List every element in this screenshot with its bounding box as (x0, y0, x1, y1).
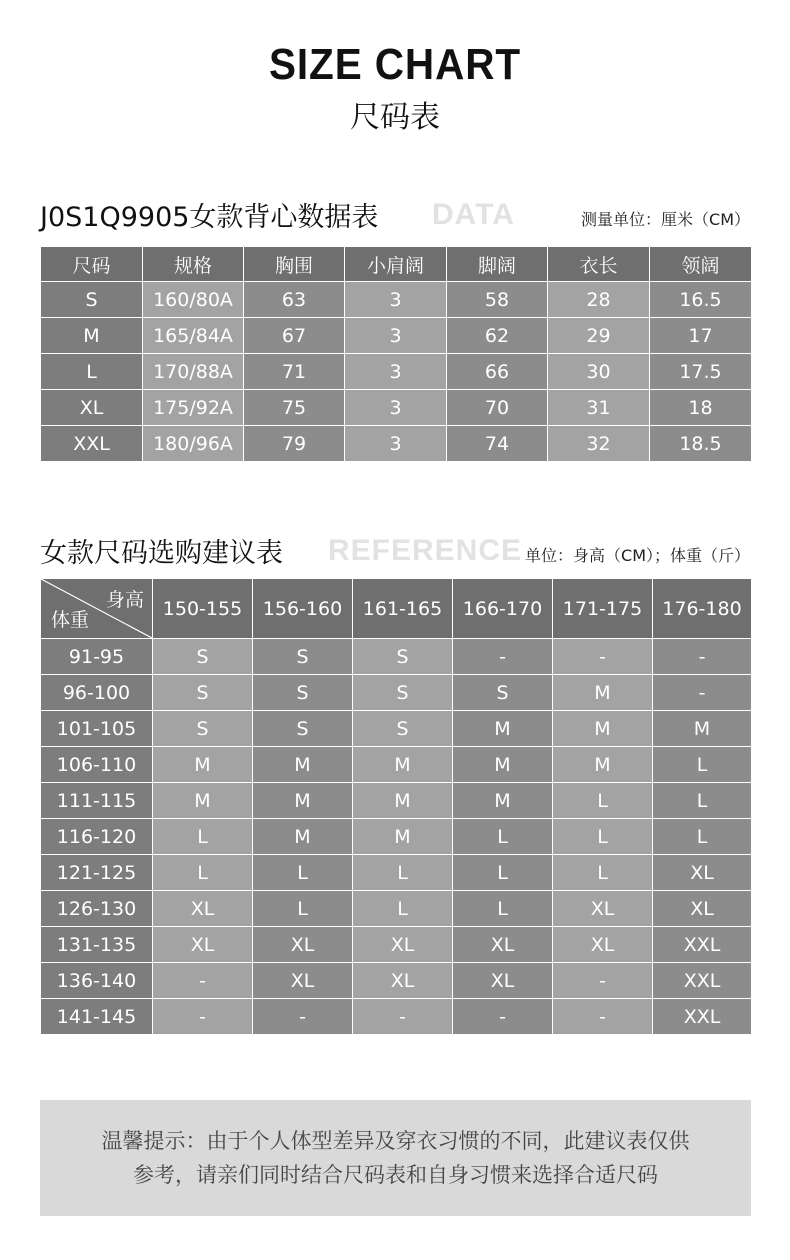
size-value-cell: 28 (548, 282, 650, 318)
recommended-size-cell: XL (253, 927, 353, 963)
recommended-size-cell: - (553, 963, 653, 999)
size-label-cell: XL (41, 390, 143, 426)
size-table-column-header: 小肩阔 (345, 247, 447, 282)
size-label-cell: M (41, 318, 143, 354)
tip-line-2: 参考，请亲们同时结合尺码表和自身习惯来选择合适尺码 (133, 1163, 658, 1187)
reference-table (40, 578, 752, 1035)
size-label-cell: L (41, 354, 143, 390)
size-value-cell: 16.5 (650, 282, 752, 318)
size-value-cell: 160/80A (143, 282, 244, 318)
size-section-watermark: DATA (432, 198, 515, 231)
table-row (41, 747, 752, 783)
recommended-size-cell: XL (653, 891, 752, 927)
table-row (41, 426, 752, 462)
table-row (41, 354, 752, 390)
size-value-cell: 170/88A (143, 354, 244, 390)
recommended-size-cell: S (253, 675, 353, 711)
weight-range-cell: 116-120 (41, 819, 153, 855)
recommended-size-cell: - (653, 675, 752, 711)
recommended-size-cell: S (353, 675, 453, 711)
recommended-size-cell: L (553, 855, 653, 891)
table-row (41, 855, 752, 891)
recommended-size-cell: - (553, 639, 653, 675)
size-value-cell: 71 (244, 354, 345, 390)
size-value-cell: 62 (447, 318, 548, 354)
recommended-size-cell: - (153, 963, 253, 999)
height-range-header: 150-155 (153, 579, 253, 639)
recommended-size-cell: L (453, 891, 553, 927)
recommended-size-cell: XL (153, 891, 253, 927)
size-value-cell: 32 (548, 426, 650, 462)
recommended-size-cell: M (553, 675, 653, 711)
height-range-header: 171-175 (553, 579, 653, 639)
recommended-size-cell: M (453, 747, 553, 783)
table-row (41, 639, 752, 675)
size-section-title: J0S1Q9905女款背心数据表 (40, 202, 379, 233)
recommended-size-cell: M (153, 747, 253, 783)
size-value-cell: 31 (548, 390, 650, 426)
table-row (41, 675, 752, 711)
page-title: SIZE CHART (268, 40, 522, 89)
size-value-cell: 29 (548, 318, 650, 354)
table-row (41, 390, 752, 426)
recommended-size-cell: XL (253, 963, 353, 999)
recommended-size-cell: L (153, 855, 253, 891)
recommended-size-cell: XL (453, 963, 553, 999)
recommended-size-cell: XL (453, 927, 553, 963)
table-row (41, 999, 752, 1035)
size-value-cell: 18.5 (650, 426, 752, 462)
recommended-size-cell: M (253, 783, 353, 819)
recommended-size-cell: M (353, 747, 453, 783)
size-table-column-header: 衣长 (548, 247, 650, 282)
height-range-header: 156-160 (253, 579, 353, 639)
size-value-cell: 18 (650, 390, 752, 426)
height-range-header: 166-170 (453, 579, 553, 639)
size-value-cell: 63 (244, 282, 345, 318)
ref-section-title: 女款尺码选购建议表 (40, 538, 283, 569)
recommended-size-cell: M (353, 783, 453, 819)
ref-section-watermark: REFERENCE (328, 534, 523, 567)
recommended-size-cell: XL (553, 891, 653, 927)
size-value-cell: 30 (548, 354, 650, 390)
size-value-cell: 58 (447, 282, 548, 318)
weight-range-cell: 111-115 (41, 783, 153, 819)
recommended-size-cell: L (353, 891, 453, 927)
size-value-cell: 3 (345, 318, 447, 354)
page-subtitle: 尺码表 (350, 100, 440, 135)
size-section-header (40, 196, 750, 236)
size-table-header-row (41, 247, 752, 282)
recommended-size-cell: S (253, 711, 353, 747)
size-value-cell: 79 (244, 426, 345, 462)
recommended-size-cell: L (653, 819, 752, 855)
size-label-cell: S (41, 282, 143, 318)
recommended-size-cell: - (653, 639, 752, 675)
weight-range-cell: 141-145 (41, 999, 153, 1035)
corner-height-label: 身高 (105, 589, 144, 611)
weight-range-cell: 96-100 (41, 675, 153, 711)
height-range-header: 176-180 (653, 579, 752, 639)
size-table-column-header: 规格 (143, 247, 244, 282)
size-table (40, 246, 752, 462)
weight-range-cell: 101-105 (41, 711, 153, 747)
recommended-size-cell: XXL (653, 999, 752, 1035)
weight-range-cell: 136-140 (41, 963, 153, 999)
tip-text (51, 1124, 741, 1192)
recommended-size-cell: S (353, 639, 453, 675)
recommended-size-cell: XXL (653, 927, 752, 963)
recommended-size-cell: XL (353, 927, 453, 963)
recommended-size-cell: XL (153, 927, 253, 963)
size-value-cell: 75 (244, 390, 345, 426)
size-value-cell: 74 (447, 426, 548, 462)
tip-line-1: 温馨提示：由于个人体型差异及穿衣习惯的不同，此建议表仅供 (101, 1129, 690, 1153)
weight-range-cell: 91-95 (41, 639, 153, 675)
recommended-size-cell: L (353, 855, 453, 891)
recommended-size-cell: - (153, 999, 253, 1035)
table-row (41, 318, 752, 354)
size-value-cell: 3 (345, 390, 447, 426)
recommended-size-cell: L (553, 783, 653, 819)
table-row (41, 711, 752, 747)
table-row (41, 819, 752, 855)
recommended-size-cell: M (453, 711, 553, 747)
recommended-size-cell: L (153, 819, 253, 855)
recommended-size-cell: M (453, 783, 553, 819)
size-section-unit: 测量单位：厘米（CM） (581, 210, 750, 229)
recommended-size-cell: M (353, 819, 453, 855)
corner-weight-label: 体重 (51, 609, 90, 631)
recommended-size-cell: - (353, 999, 453, 1035)
recommended-size-cell: L (653, 747, 752, 783)
size-value-cell: 3 (345, 426, 447, 462)
table-row (41, 783, 752, 819)
size-value-cell: 3 (345, 354, 447, 390)
recommended-size-cell: XL (353, 963, 453, 999)
recommended-size-cell: - (453, 639, 553, 675)
recommended-size-cell: XL (653, 855, 752, 891)
recommended-size-cell: - (553, 999, 653, 1035)
recommended-size-cell: - (453, 999, 553, 1035)
corner-header-cell (41, 579, 153, 639)
table-row (41, 927, 752, 963)
size-table-column-header: 尺码 (41, 247, 143, 282)
recommended-size-cell: L (453, 819, 553, 855)
recommended-size-cell: M (253, 747, 353, 783)
size-value-cell: 70 (447, 390, 548, 426)
size-value-cell: 66 (447, 354, 548, 390)
weight-range-cell: 126-130 (41, 891, 153, 927)
weight-range-cell: 106-110 (41, 747, 153, 783)
recommended-size-cell: S (153, 711, 253, 747)
size-table-column-header: 领阔 (650, 247, 752, 282)
recommended-size-cell: L (253, 855, 353, 891)
recommended-size-cell: L (653, 783, 752, 819)
recommended-size-cell: M (553, 711, 653, 747)
ref-section-header (40, 532, 750, 572)
size-value-cell: 67 (244, 318, 345, 354)
recommended-size-cell: M (653, 711, 752, 747)
height-range-header: 161-165 (353, 579, 453, 639)
size-value-cell: 165/84A (143, 318, 244, 354)
recommended-size-cell: M (553, 747, 653, 783)
weight-range-cell: 131-135 (41, 927, 153, 963)
recommended-size-cell: L (253, 891, 353, 927)
recommended-size-cell: M (153, 783, 253, 819)
recommended-size-cell: XL (553, 927, 653, 963)
size-value-cell: 3 (345, 282, 447, 318)
size-value-cell: 17.5 (650, 354, 752, 390)
size-value-cell: 175/92A (143, 390, 244, 426)
ref-section-unit: 单位：身高（CM）；体重（斤） (525, 546, 750, 565)
size-table-column-header: 脚阔 (447, 247, 548, 282)
size-value-cell: 180/96A (143, 426, 244, 462)
tip-box (40, 1100, 751, 1216)
table-row (41, 891, 752, 927)
reference-table-header-row (41, 579, 752, 639)
recommended-size-cell: S (153, 675, 253, 711)
recommended-size-cell: S (353, 711, 453, 747)
size-table-column-header: 胸围 (244, 247, 345, 282)
recommended-size-cell: L (453, 855, 553, 891)
recommended-size-cell: - (253, 999, 353, 1035)
weight-range-cell: 121-125 (41, 855, 153, 891)
recommended-size-cell: S (253, 639, 353, 675)
recommended-size-cell: S (453, 675, 553, 711)
table-row (41, 282, 752, 318)
recommended-size-cell: M (253, 819, 353, 855)
size-label-cell: XXL (41, 426, 143, 462)
recommended-size-cell: L (553, 819, 653, 855)
table-row (41, 963, 752, 999)
recommended-size-cell: S (153, 639, 253, 675)
recommended-size-cell: XXL (653, 963, 752, 999)
size-value-cell: 17 (650, 318, 752, 354)
